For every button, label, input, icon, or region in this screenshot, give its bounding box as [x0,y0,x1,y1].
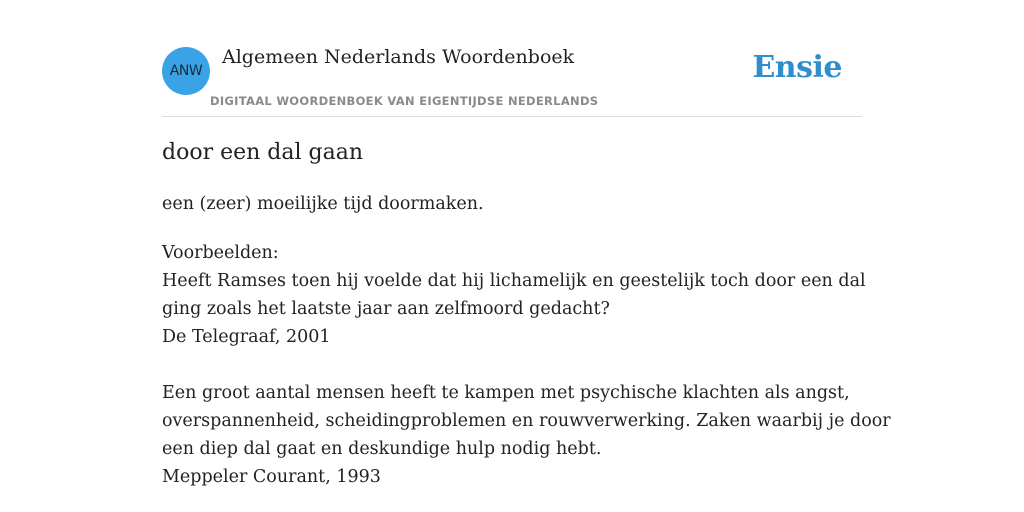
example-2-line-2: overspannenheid, scheidingproblemen en rouwverwerking. Zaken waarbij je door [162,411,891,431]
site-subtitle: DIGITAAL WOORDENBOEK VAN EIGENTIJDSE NEDERLANDS [210,94,599,108]
dictionary-card [162,0,891,512]
anw-logo[interactable]: ANW [162,47,210,95]
site-title[interactable]: Algemeen Nederlands Woordenboek [222,46,575,68]
example-2-line-1: Een groot aantal mensen heeft te kampen met psychische klachten als angst, [162,383,850,403]
example-1-line-2: ging zoals het laatste jaar aan zelfmoord gedacht? [162,299,610,319]
entry-term: door een dal gaan [162,140,363,165]
site-header [162,0,862,117]
entry-definition: een (zeer) moeilijke tijd doormaken. [162,194,484,214]
ensie-brand-logo[interactable]: Ensie [752,50,842,85]
example-1-source: De Telegraaf, 2001 [162,327,331,347]
example-separator [162,351,862,379]
example-2-line-3: een diep dal gaat en deskundige hulp nodig hebt. [162,439,602,459]
examples-label: Voorbeelden: [162,243,279,263]
example-2-source: Meppeler Courant, 1993 [162,467,381,487]
example-1-line-1: Heeft Ramses toen hij voelde dat hij lichamelijk en geestelijk toch door een dal [162,271,866,291]
examples-section [162,239,891,491]
